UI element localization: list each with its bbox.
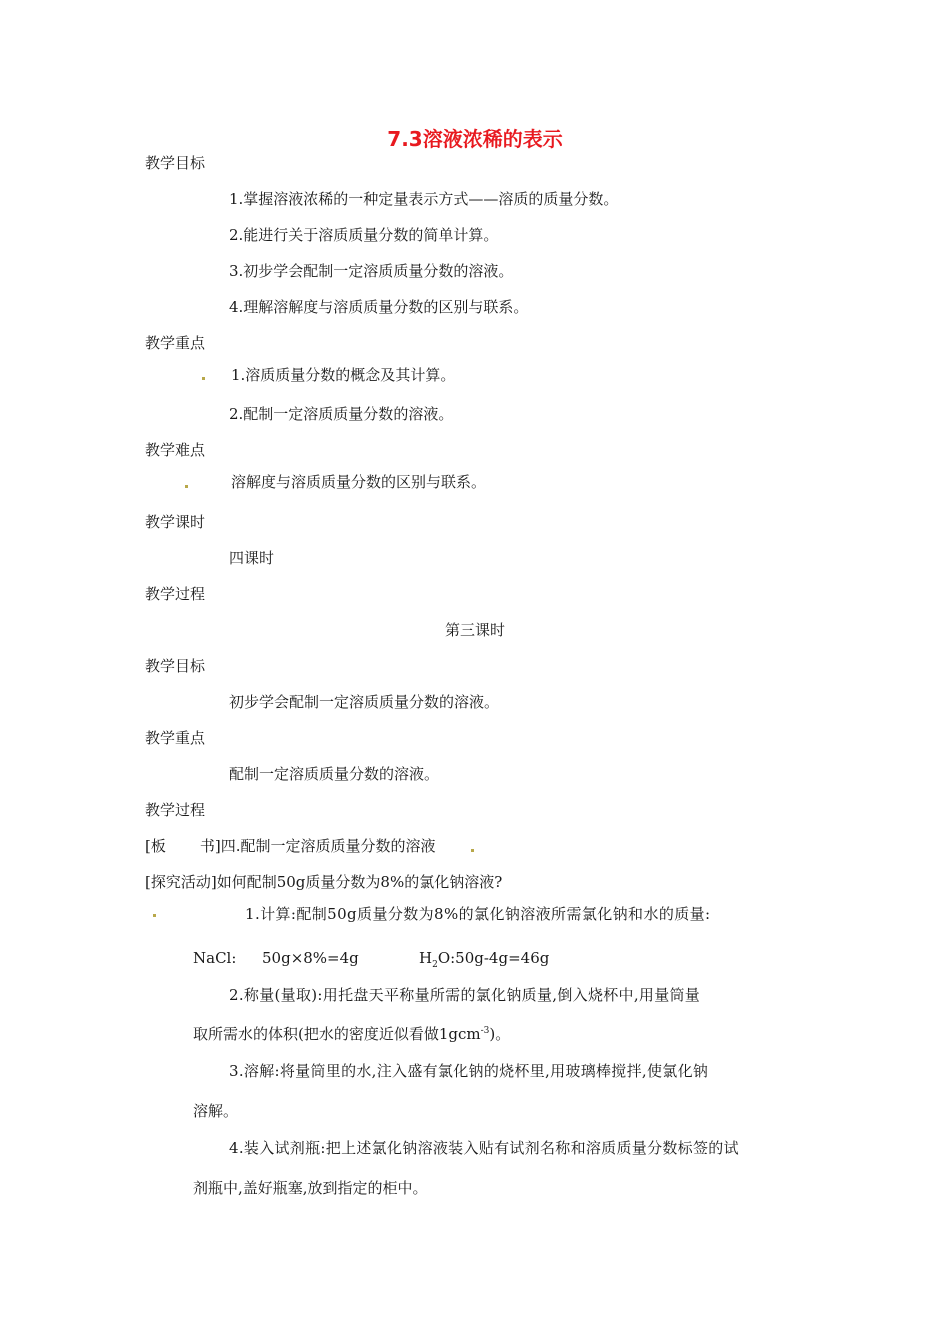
step-4-line-1: 4.装入试剂瓶:把上述氯化钠溶液装入贴有试剂名称和溶质质量分数标签的试 bbox=[229, 1139, 739, 1157]
heading-lesson-process: 教学过程 bbox=[145, 801, 206, 819]
step-2-line-2: 取所需水的体积(把水的密度近似看做1gcm$^{-3}$)。 bbox=[193, 1025, 511, 1043]
heading-key-points: 教学重点 bbox=[145, 334, 206, 352]
key-point-2: 2.配制一定溶质质量分数的溶液。 bbox=[229, 405, 454, 423]
heading-teaching-process: 教学过程 bbox=[145, 585, 206, 603]
page-title: 7.3溶液浓稀的表示 bbox=[387, 127, 563, 151]
step-3-line-2: 溶解。 bbox=[193, 1102, 239, 1120]
goal-item-4: 4.理解溶解度与溶质质量分数的区别与联系。 bbox=[229, 298, 529, 316]
goal-item-2: 2.能进行关于溶质质量分数的简单计算。 bbox=[229, 226, 499, 244]
explore-activity: [探究活动]如何配制50g质量分数为8%的氯化钠溶液? bbox=[145, 873, 503, 891]
step-1-calc: 1.计算:配制50g质量分数为8%的氯化钠溶液所需氯化钠和水的质量: bbox=[245, 905, 711, 923]
heading-difficulties: 教学难点 bbox=[145, 441, 206, 459]
lesson-title: 第三课时 bbox=[444, 621, 505, 639]
lesson-key-point-text: 配制一定溶质质量分数的溶液。 bbox=[229, 765, 440, 783]
class-hours-text: 四课时 bbox=[229, 549, 275, 567]
board-tag-left: [板 bbox=[145, 837, 166, 855]
heading-lesson-goals: 教学目标 bbox=[145, 657, 206, 675]
speck-mark bbox=[202, 377, 205, 380]
key-point-1: 1.溶质质量分数的概念及其计算。 bbox=[231, 366, 456, 384]
speck-mark bbox=[471, 849, 474, 852]
h2o-calc: $H_2O:50g-4g=46g$ bbox=[419, 949, 550, 970]
board-line bbox=[145, 836, 436, 856]
nacl-calc: 50g×8%=4g bbox=[262, 949, 359, 967]
step-4-line-2: 剂瓶中,盖好瓶塞,放到指定的柜中。 bbox=[193, 1179, 428, 1197]
heading-teaching-goals: 教学目标 bbox=[145, 154, 206, 172]
heading-class-hours: 教学课时 bbox=[145, 513, 206, 531]
board-text: 四.配制一定溶质质量分数的溶液 bbox=[220, 837, 436, 855]
heading-lesson-key-points: 教学重点 bbox=[145, 729, 206, 747]
board-tag-right: 书] bbox=[199, 837, 221, 855]
step-2-line-1: 2.称量(量取):用托盘天平称量所需的氯化钠质量,倒入烧杯中,用量筒量 bbox=[229, 986, 701, 1004]
goal-item-1: 1.掌握溶液浓稀的一种定量表示方式——溶质的质量分数。 bbox=[229, 190, 619, 208]
difficulty-text: 溶解度与溶质质量分数的区别与联系。 bbox=[231, 473, 487, 491]
step-3-line-1: 3.溶解:将量筒里的水,注入盛有氯化钠的烧杯里,用玻璃棒搅拌,使氯化钠 bbox=[229, 1062, 709, 1080]
speck-mark bbox=[153, 914, 156, 917]
nacl-label: NaCl: bbox=[193, 949, 237, 967]
speck-mark bbox=[185, 485, 188, 488]
goal-item-3: 3.初步学会配制一定溶质质量分数的溶液。 bbox=[229, 262, 514, 280]
lesson-goal-text: 初步学会配制一定溶质质量分数的溶液。 bbox=[229, 693, 500, 711]
